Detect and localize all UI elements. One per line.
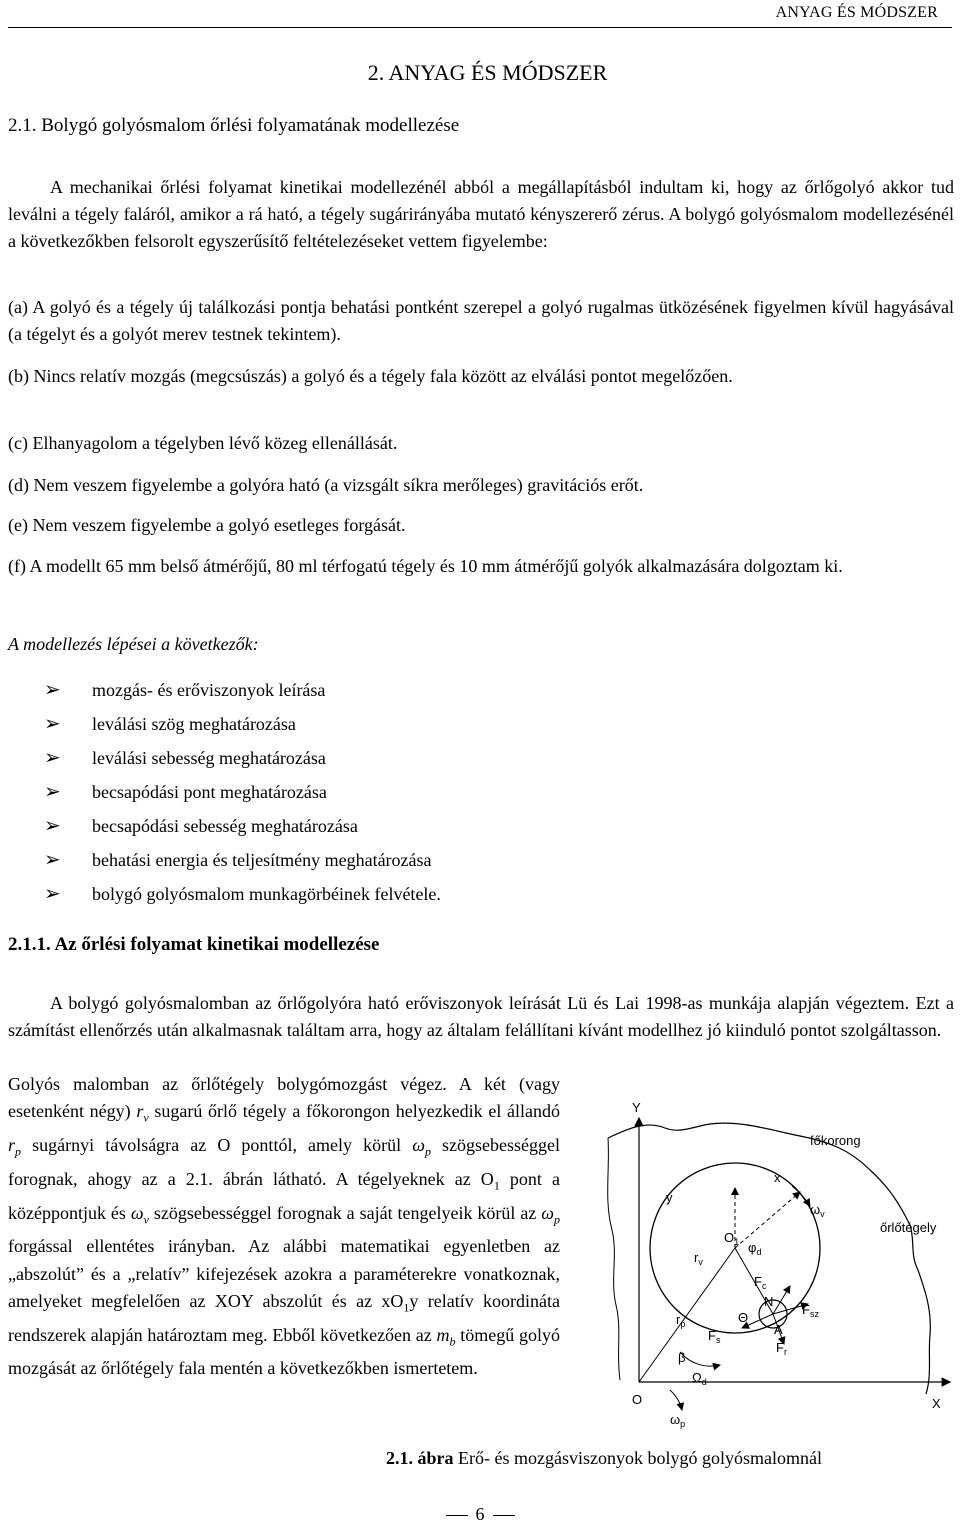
omega-p-arc	[670, 1390, 682, 1410]
label-y: y	[666, 1190, 673, 1205]
label-Fsz: $F_{sz}$	[802, 1302, 819, 1319]
list-item: ➢ mozgás- és erőviszonyok leírása	[8, 673, 441, 707]
label-rv: $r_v$	[694, 1250, 703, 1267]
planetary-mill-diagram	[570, 1090, 956, 1440]
assumption-d: (d) Nem veszem figyelembe a golyóra ható (a vizsgált síkra merőleges) gravitációs erőt.	[8, 475, 644, 495]
main-disk-left-edge	[608, 1138, 620, 1380]
label-Fr: $F_r$	[776, 1340, 787, 1357]
x-rel-axis	[735, 1192, 800, 1248]
arrow-bullet-icon: ➢	[44, 679, 61, 701]
assumption-e: (e) Nem veszem figyelembe a golyó esetleges forgását.	[8, 515, 406, 535]
header-rule	[8, 27, 952, 28]
label-N: N	[764, 1294, 774, 1309]
label-Fc: $F_c$	[754, 1274, 767, 1291]
intro-paragraph: A mechanikai őrlési folyamat kinetikai modellezénél abból a megállapításból indultam ki, hogy az őrlőgolyó akkor tud leválni a tégely faláról, amikor a rá ható, a tégely sugárirányába mutató kényszererő zérus. A bolygó golyósmalom modellezésénél a következőkben felsorolt egyszerűsítő feltételezéseket vettem figyelembe:	[8, 177, 954, 251]
running-head: ANYAG ÉS MÓDSZER	[775, 4, 938, 21]
assumption-c: (c) Elhanyagolom a tégelyben lévő közeg ellenállását.	[8, 433, 398, 453]
arrow-bullet-icon: ➢	[44, 883, 61, 905]
list-item: ➢ becsapódási pont meghatározása	[8, 775, 441, 809]
list-item: ➢ leválási sebesség meghatározása	[8, 741, 441, 775]
assumption-b: (b) Nincs relatív mozgás (megcsúszás) a golyó és a tégely fala között az elválási pontot megelőzően.	[8, 366, 733, 386]
section-title: 2.1. Bolygó golyósmalom őrlési folyamatának modellezése	[8, 115, 460, 136]
rp-line	[639, 1248, 735, 1382]
label-O1: $O_1$	[724, 1230, 740, 1247]
paragraph-3: Golyós malomban az őrlőtégely bolygómozgást végez. A két (vagy esetenként négy) $r_v$ sugarú őrlő tégely a főkorongon helyezkedik el állandó $r_p$ sugárnyi távolságra az O ponttól, amely körül $\omega_p$ szögsebességgel forognak, ahogy az a 2.1. ábrán látható. A tégelyeknek az $O_1$ pont a középpontjuk és $\omega_v$ szögsebességgel forognak a saját tengelyeik körül az $\omega_p$ forgással ellentétes irányban. Az alábbi matematikai egyenletben az „abszolút” és a „relatív” kifejezések azokra a paraméterekre vonatkoznak, amelyeket megfelelően az XOY abszolút és az $xO_1y$ relatív koordináta rendszerek alapján határoztam meg. Ebből következően az $m_b$ tömegű golyó mozgását az őrlőtégely fala mentén a következőkben ismertetem.	[8, 1074, 561, 1379]
label-Y: Y	[632, 1100, 641, 1115]
list-item: ➢ becsapódási sebesség meghatározása	[8, 809, 441, 843]
paragraph-2: A bolygó golyósmalomban az őrlőgolyóra ható erőviszonyok leírását Lü és Lai 1998-as munkája alapján végeztem. Ezt a számítást ellenőrzés után alkalmasnak találtam arra, hogy az általam felállítani kívánt modellhez jó kiinduló pontot szolgáltasson.	[8, 993, 954, 1040]
arrow-bullet-icon: ➢	[44, 781, 61, 803]
label-beta: β	[678, 1350, 686, 1365]
label-theta: Θ	[738, 1310, 749, 1325]
list-item: ➢ behatási energia és teljesítmény meghatározása	[8, 843, 441, 877]
page-number: 6	[0, 1504, 960, 1525]
chapter-title: 2. ANYAG ÉS MÓDSZER	[367, 60, 608, 85]
label-omega-p: $\omega_p$	[670, 1412, 686, 1429]
label-fokorong: főkorong	[810, 1133, 861, 1148]
arrow-bullet-icon: ➢	[44, 849, 61, 871]
arrow-bullet-icon: ➢	[44, 815, 61, 837]
label-omega-v: $\omega_v$	[810, 1202, 825, 1219]
steps-list	[8, 673, 441, 911]
label-rp: $r_p$	[676, 1312, 686, 1329]
assumption-f: (f) A modellt 65 mm belső átmérőjű, 80 ml térfogatú tégely és 10 mm átmérőjű golyók alkalmazására dolgoztam ki.	[8, 556, 843, 576]
label-A: A	[774, 1322, 783, 1337]
label-orlotegely: őrlőtégely	[880, 1220, 937, 1235]
label-Fs: $F_s$	[708, 1328, 721, 1345]
figure-caption: 2.1. ábra Erő- és mozgásviszonyok bolygó golyósmalomnál	[386, 1448, 822, 1468]
label-omega-d: $\Omega_d$	[692, 1370, 707, 1387]
list-item: ➢ bolygó golyósmalom munkagörbéinek felvétele.	[8, 877, 441, 911]
label-x: x	[774, 1170, 781, 1185]
label-O: O	[632, 1392, 643, 1407]
subsection-title: 2.1.1. Az őrlési folyamat kinetikai modellezése	[8, 934, 380, 955]
steps-title: A modellezés lépései a következők:	[8, 634, 259, 654]
arrow-bullet-icon: ➢	[44, 713, 61, 735]
list-item: ➢ leválási szög meghatározása	[8, 707, 441, 741]
label-phi: $\varphi_d$	[748, 1240, 762, 1257]
omega-d-arc	[680, 1352, 720, 1366]
label-X: X	[932, 1396, 941, 1411]
arrow-bullet-icon: ➢	[44, 747, 61, 769]
main-disk-edge	[608, 1123, 930, 1394]
assumption-a: (a) A golyó és a tégely új találkozási pontja behatási pontként szerepel a golyó rugalmas ütközésének figyelmen kívül hagyásával (a tégelyt és a golyót merev testnek tekintem).	[8, 297, 954, 344]
